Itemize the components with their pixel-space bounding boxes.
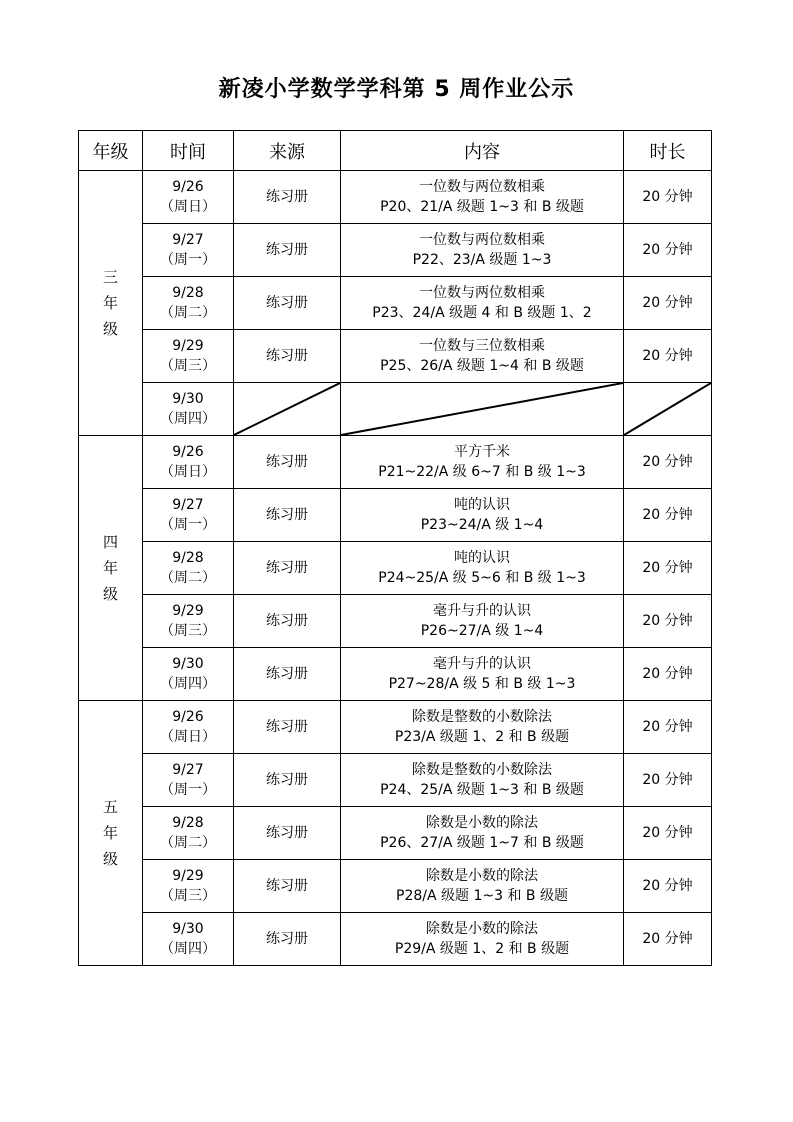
table-row [79, 171, 712, 224]
source-cell: 练习册 [234, 224, 341, 277]
weekday: （周三） [160, 358, 216, 374]
duration-cell: 20 分钟 [624, 224, 712, 277]
weekday: （周日） [160, 729, 216, 745]
date-cell [143, 860, 234, 913]
date-cell [143, 489, 234, 542]
content-cell [341, 595, 624, 648]
date: 9/30 [172, 656, 204, 672]
date: 9/28 [172, 285, 204, 301]
content-cell-empty [341, 383, 624, 436]
content-cell [341, 171, 624, 224]
weekday: （周日） [160, 199, 216, 215]
source-cell: 练习册 [234, 277, 341, 330]
duration-cell: 20 分钟 [624, 489, 712, 542]
duration-cell: 20 分钟 [624, 171, 712, 224]
date: 9/28 [172, 550, 204, 566]
date: 9/29 [172, 603, 204, 619]
date: 9/29 [172, 868, 204, 884]
date-cell [143, 807, 234, 860]
grade-char: 年 [102, 824, 118, 842]
homework-table [78, 130, 712, 966]
source-cell: 练习册 [234, 489, 341, 542]
duration-cell: 20 分钟 [624, 648, 712, 701]
content-title: 一位数与三位数相乘 [419, 338, 545, 354]
date: 9/29 [172, 338, 204, 354]
table-row [79, 754, 712, 807]
date: 9/27 [172, 497, 204, 513]
source-cell: 练习册 [234, 542, 341, 595]
content-cell [341, 913, 624, 966]
source-cell: 练习册 [234, 913, 341, 966]
content-detail: P25、26/A 级题 1~4 和 B 级题 [380, 358, 584, 374]
grade-char: 四 [102, 533, 118, 551]
date: 9/30 [172, 391, 204, 407]
source-cell: 练习册 [234, 436, 341, 489]
weekday: （周一） [160, 252, 216, 268]
table-row [79, 383, 712, 436]
grade-char: 五 [102, 798, 118, 816]
duration-cell: 20 分钟 [624, 542, 712, 595]
content-detail: P20、21/A 级题 1~3 和 B 级题 [380, 199, 584, 215]
content-cell [341, 224, 624, 277]
content-title: 吨的认识 [454, 497, 510, 513]
content-title: 除数是整数的小数除法 [412, 762, 552, 778]
content-detail: P27~28/A 级 5 和 B 级 1~3 [388, 676, 576, 692]
content-cell [341, 277, 624, 330]
content-detail: P23~24/A 级 1~4 [420, 517, 544, 533]
source-cell: 练习册 [234, 807, 341, 860]
weekday: （周三） [160, 623, 216, 639]
weekday: （周四） [160, 941, 216, 957]
weekday: （周一） [160, 517, 216, 533]
date: 9/27 [172, 232, 204, 248]
weekday: （周一） [160, 782, 216, 798]
source-cell: 练习册 [234, 171, 341, 224]
table-header-row [79, 131, 712, 171]
grade-cell [79, 436, 143, 701]
page-title: 新凌小学数学学科第 5 周作业公示 [218, 77, 575, 102]
weekday: （周日） [160, 464, 216, 480]
table-row [79, 224, 712, 277]
header-source: 来源 [234, 131, 341, 171]
header-content: 内容 [341, 131, 624, 171]
grade-char: 三 [102, 268, 118, 286]
weekday: （周三） [160, 888, 216, 904]
date-cell [143, 913, 234, 966]
content-cell [341, 807, 624, 860]
table-row [79, 648, 712, 701]
duration-cell: 20 分钟 [624, 277, 712, 330]
date-cell [143, 171, 234, 224]
content-detail: P22、23/A 级题 1~3 [412, 252, 552, 268]
source-cell: 练习册 [234, 860, 341, 913]
weekday: （周二） [160, 570, 216, 586]
source-cell: 练习册 [234, 648, 341, 701]
content-title: 除数是小数的除法 [426, 868, 538, 884]
table-row [79, 860, 712, 913]
content-detail: P28/A 级题 1~3 和 B 级题 [396, 888, 568, 904]
table-row [79, 595, 712, 648]
grade-char: 级 [102, 320, 118, 338]
date: 9/27 [172, 762, 204, 778]
content-title: 一位数与两位数相乘 [419, 179, 545, 195]
date-cell [143, 595, 234, 648]
header-duration: 时长 [624, 131, 712, 171]
content-detail: P21~22/A 级 6~7 和 B 级 1~3 [378, 464, 586, 480]
date-cell [143, 701, 234, 754]
table-row [79, 807, 712, 860]
table-row [79, 542, 712, 595]
content-title: 一位数与两位数相乘 [419, 285, 545, 301]
diagonal-strike [341, 383, 623, 435]
content-detail: P29/A 级题 1、2 和 B 级题 [394, 941, 570, 957]
source-cell: 练习册 [234, 754, 341, 807]
content-cell [341, 860, 624, 913]
grade-char: 年 [102, 294, 118, 312]
content-cell [341, 701, 624, 754]
date-cell [143, 383, 234, 436]
source-cell-empty [234, 383, 341, 436]
table-row [79, 701, 712, 754]
content-cell [341, 648, 624, 701]
duration-cell: 20 分钟 [624, 860, 712, 913]
date: 9/28 [172, 815, 204, 831]
content-cell [341, 489, 624, 542]
grade-char: 级 [102, 585, 118, 603]
duration-cell: 20 分钟 [624, 913, 712, 966]
duration-cell: 20 分钟 [624, 701, 712, 754]
duration-cell: 20 分钟 [624, 595, 712, 648]
content-cell [341, 754, 624, 807]
duration-cell: 20 分钟 [624, 330, 712, 383]
table-row [79, 436, 712, 489]
weekday: （周四） [160, 676, 216, 692]
grade-cell [79, 701, 143, 966]
source-cell: 练习册 [234, 330, 341, 383]
date-cell [143, 224, 234, 277]
grade-char: 级 [102, 850, 118, 868]
date-cell [143, 754, 234, 807]
header-time: 时间 [143, 131, 234, 171]
weekday: （周二） [160, 305, 216, 321]
grade-cell [79, 171, 143, 436]
header-grade: 年级 [79, 131, 143, 171]
table-row [79, 330, 712, 383]
content-title: 除数是小数的除法 [426, 921, 538, 937]
content-detail: P26、27/A 级题 1~7 和 B 级题 [380, 835, 584, 851]
duration-cell: 20 分钟 [624, 754, 712, 807]
content-detail: P24、25/A 级题 1~3 和 B 级题 [380, 782, 584, 798]
content-detail: P24~25/A 级 5~6 和 B 级 1~3 [378, 570, 586, 586]
source-cell: 练习册 [234, 701, 341, 754]
source-cell: 练习册 [234, 595, 341, 648]
date-cell [143, 436, 234, 489]
content-title: 毫升与升的认识 [433, 603, 531, 619]
content-title: 平方千米 [454, 444, 510, 460]
table-row [79, 489, 712, 542]
content-cell [341, 542, 624, 595]
date: 9/26 [172, 709, 204, 725]
weekday: （周四） [160, 411, 216, 427]
date-cell [143, 330, 234, 383]
date-cell [143, 648, 234, 701]
duration-cell: 20 分钟 [624, 436, 712, 489]
content-title: 吨的认识 [454, 550, 510, 566]
table-row [79, 277, 712, 330]
grade-char: 年 [102, 559, 118, 577]
content-title: 毫升与升的认识 [433, 656, 531, 672]
diagonal-strike [624, 383, 711, 435]
date: 9/30 [172, 921, 204, 937]
content-detail: P23、24/A 级题 4 和 B 级题 1、2 [372, 305, 592, 321]
content-detail: P26~27/A 级 1~4 [420, 623, 544, 639]
diagonal-strike [234, 383, 340, 435]
duration-cell-empty [624, 383, 712, 436]
date-cell [143, 277, 234, 330]
date: 9/26 [172, 444, 204, 460]
weekday: （周二） [160, 835, 216, 851]
duration-cell: 20 分钟 [624, 807, 712, 860]
content-detail: P23/A 级题 1、2 和 B 级题 [394, 729, 570, 745]
content-title: 除数是整数的小数除法 [412, 709, 552, 725]
content-title: 一位数与两位数相乘 [419, 232, 545, 248]
content-title: 除数是小数的除法 [426, 815, 538, 831]
table-row [79, 913, 712, 966]
content-cell [341, 330, 624, 383]
content-cell [341, 436, 624, 489]
date: 9/26 [172, 179, 204, 195]
date-cell [143, 542, 234, 595]
